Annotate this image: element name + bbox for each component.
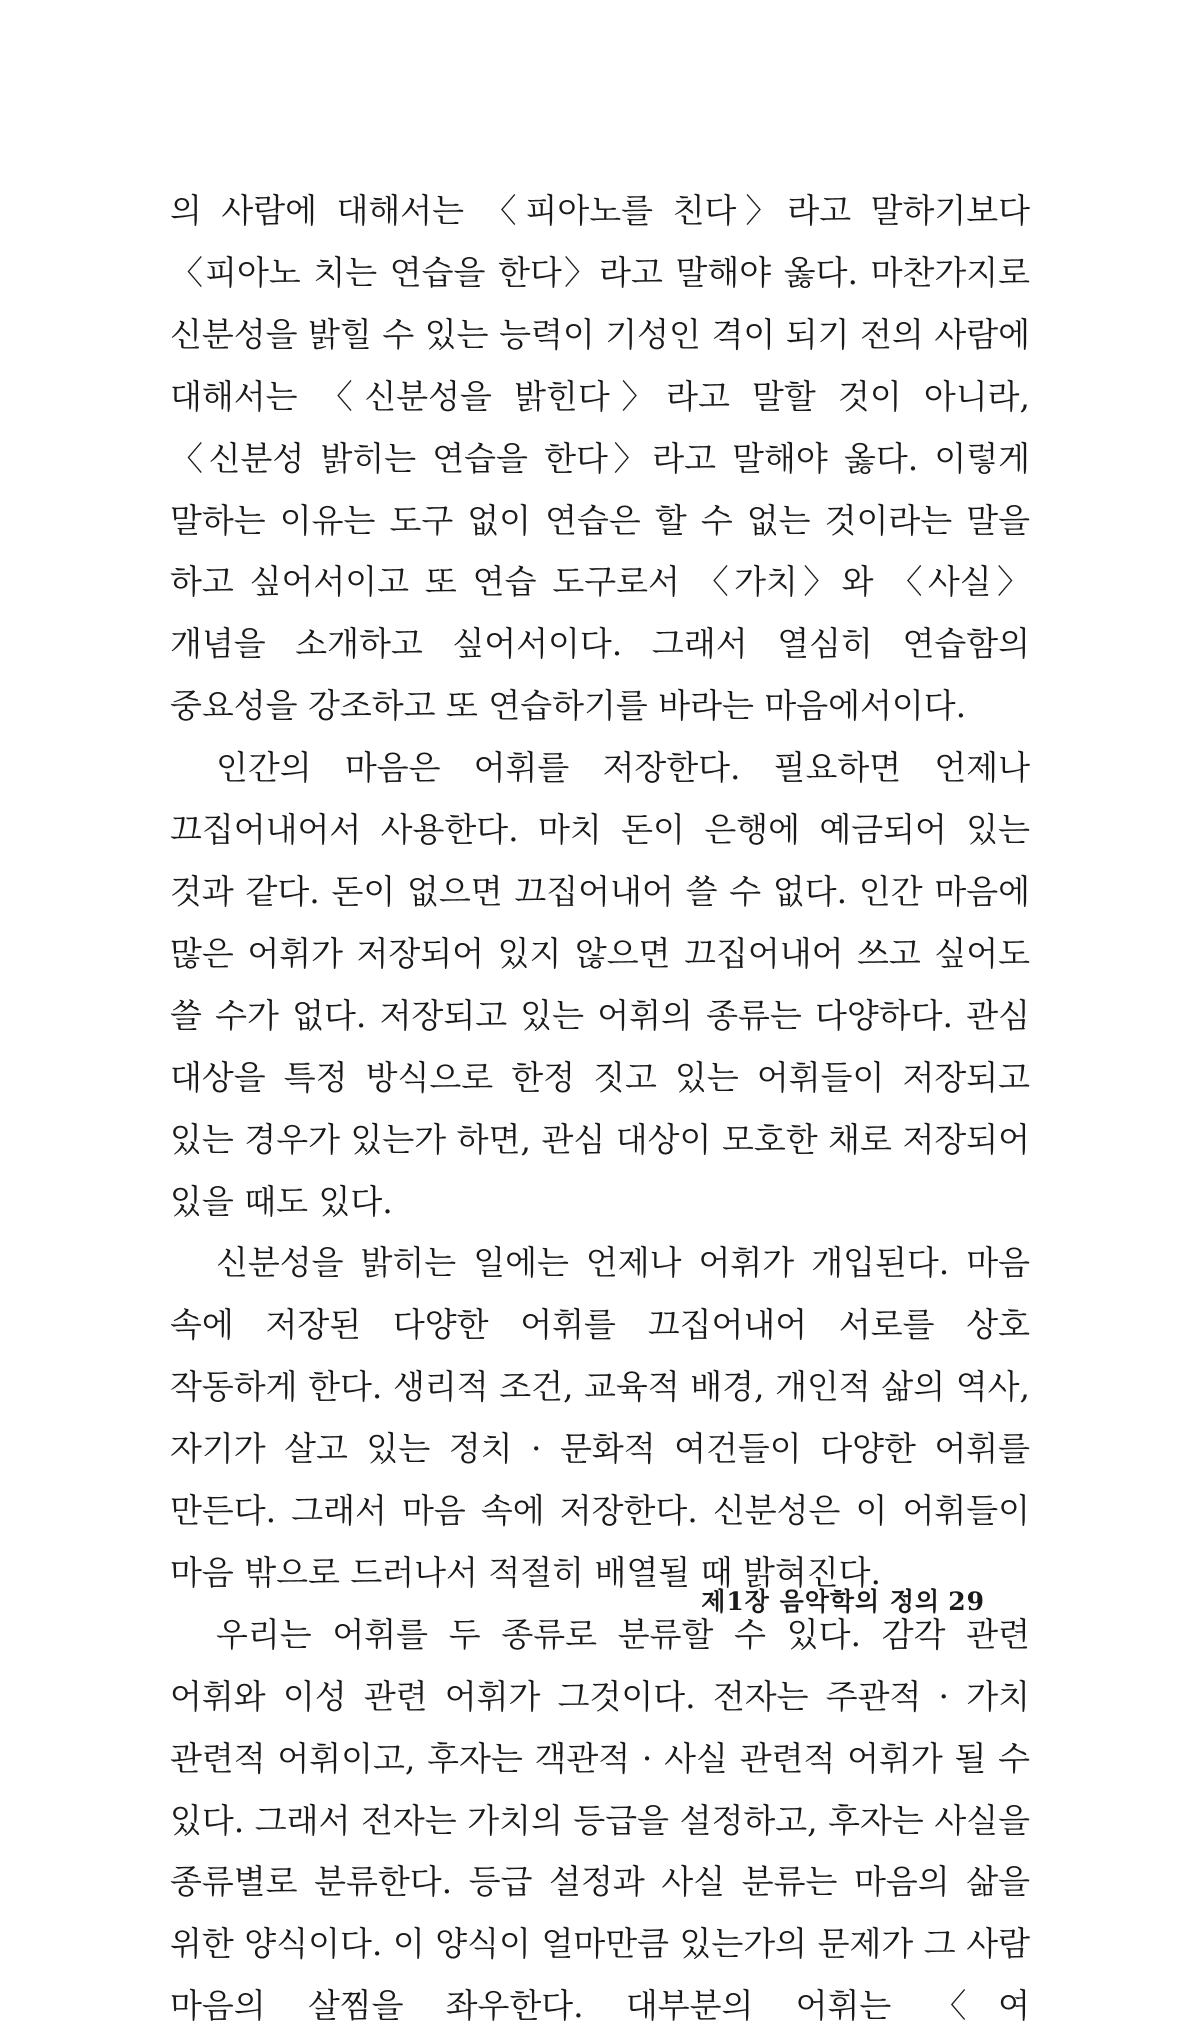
body-text [170,180,1030,2037]
paragraph-3: 신분성을 밝히는 일에는 언제나 어휘가 개입된다. 마음 속에 저장된 다양한 어휘를 끄집어내어 서로를 상호 작동하게 한다. 생리적 조건, 교육적 배경, 개인적 삶의 역사, 자기가 살고 있는 정치 · 문화적 여건들이 다양한 어휘를 만든다. 그래서 마음 속에 저장한다. 신분성은 이 어휘들이 마음 밖으로 드러나서 적절히 배열될 때 밝혀진다. [170,1243,1030,1592]
chapter-title: 제1장 음악학의 정의 [701,1587,941,1616]
paragraph-4: 우리는 어휘를 두 종류로 분류할 수 있다. 감각 관련 어휘와 이성 관련 어휘가 그것이다. 전자는 주관적 · 가치 관련적 어휘이고, 후자는 객관적 · 사실 관련적 어휘가 될 수 있다. 그래서 전자는 가치의 등급을 설정하고, 후자는 사실을 종류별로 분류한다. 등급 설정과 사실 분류는 마음의 삶을 위한 양식이다. 이 양식이 얼마만큼 있는가의 문제가 그 사람 마음의 살찜을 좌우한다. 대부분의 어휘는 〈여 [170,1614,1030,2026]
paragraph-1: 의 사람에 대해서는 〈피아노를 친다〉라고 말하기보다 〈피아노 치는 연습을 한다〉라고 말해야 옳다. 마찬가지로 신분성을 밝힐 수 있는 능력이 기성인 격이 되기 전의 사람에 대해서는 〈신분성을 밝힌다〉라고 말할 것이 아니라, 〈신분성 밝히는 연습을 한다〉라고 말해야 옳다. 이렇게 말하는 이유는 도구 없이 연습은 할 수 없는 것이라는 말을 하고 싶어서이고 또 연습 도구로서 〈가치〉와 〈사실〉 개념을 소개하고 싶어서이다. 그래서 열심히 연습함의 중요성을 강조하고 또 연습하기를 바라는 마음에서이다. [170,191,1030,726]
page-number: 29 [948,1587,985,1616]
paragraph-2: 인간의 마음은 어휘를 저장한다. 필요하면 언제나 끄집어내어서 사용한다. 마치 돈이 은행에 예금되어 있는 것과 같다. 돈이 없으면 끄집어내어 쓸 수 없다. 인간 마음에 많은 어휘가 저장되어 있지 않으면 끄집어내어 쓰고 싶어도 쓸 수가 없다. 저장되고 있는 어휘의 종류는 다양하다. 관심 대상을 특정 방식으로 한정 짓고 있는 어휘들이 저장되고 있는 경우가 있는가 하면, 관심 대상이 모호한 채로 저장되어 있을 때도 있다. [170,748,1030,1221]
running-head [701,1582,985,1618]
